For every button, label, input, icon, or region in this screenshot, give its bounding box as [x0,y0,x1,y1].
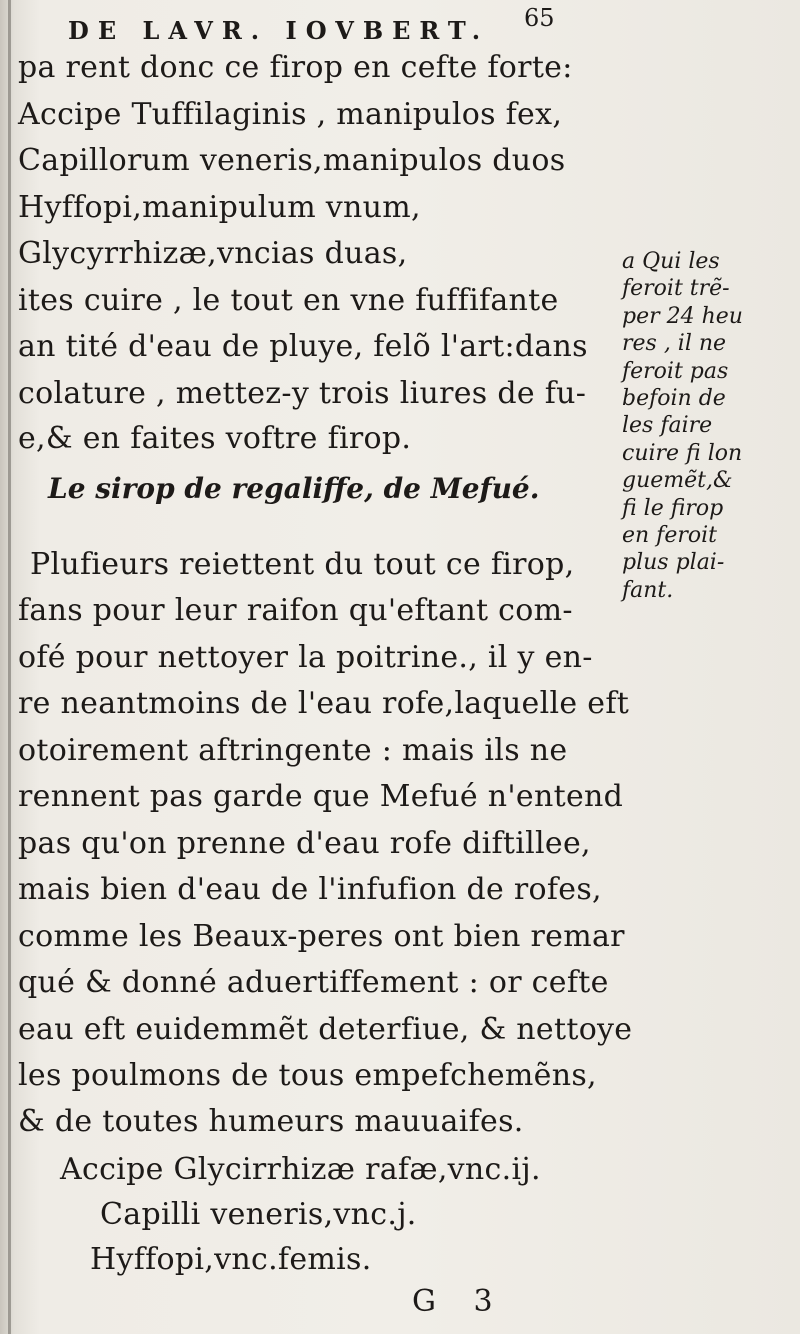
text-line: rennent pas garde que Mefué n'entend [18,779,624,814]
running-title: DE LAVR. IOVBERT. [68,16,490,45]
margin-note-line: feroit pas [622,358,729,384]
margin-note-line: fi le firop [622,495,724,521]
text-line: ofé pour nettoyer la poitrine., il y en- [18,640,593,675]
text-line: Glycyrrhizæ,vncias duas, [18,236,408,271]
margin-note [622,248,782,604]
text-line: ites cuire , le tout en vne fuffifante [18,283,559,318]
text-line: & de toutes humeurs mauuaifes. [18,1104,524,1139]
text-line: les poulmons de tous empefchemẽns, [18,1058,597,1093]
text-line: Hyffopi,manipulum vnum, [18,190,421,225]
recipe-line: Capilli veneris,vnc.j. [100,1197,417,1232]
margin-note-line: befoin de [622,386,726,412]
margin-note-line: a Qui les [622,249,720,274]
text-line: an tité d'eau de pluye, felõ l'art:dans [18,329,588,364]
margin-note-line: feroit trẽ- [622,276,730,302]
text-line: re neantmoins de l'eau rofe,laquelle eft [18,686,630,721]
text-line: mais bien d'eau de l'infufion de rofes, [18,872,602,907]
text-line: colature , mettez-y trois liures de fu- [18,376,587,411]
margin-note-line: res , il ne [622,331,727,357]
text-line: Plufieurs reiettent du tout ce firop, [30,547,575,582]
margin-note-line: plus plai- [622,550,725,576]
margin-note-line: cuire fi lon [622,440,743,466]
text-line: Accipe Tuffilaginis , manipulos fex, [18,97,563,132]
margin-note-line: per 24 heu [622,303,743,329]
text-line: fans pour leur raifon qu'eftant com- [18,593,573,628]
margin-note-line: en feroit [622,523,717,549]
section-heading: Le sirop de regaliffe, de Mefué. [48,472,540,505]
recipe-line: Accipe Glycirrhizæ rafæ,vnc.ij. [60,1152,541,1187]
text-line: otoirement aftringente : mais ils ne [18,733,568,768]
margin-note-line: guemẽt,& [622,468,733,494]
margin-note-line: les faire [622,413,713,439]
text-line: pa rent donc ce firop en cefte forte: [18,50,573,85]
text-line: qué & donné aduertiffement : or cefte [18,965,609,1000]
margin-note-line: fant. [622,577,674,603]
text-line: comme les Beaux-peres ont bien remar [18,919,625,954]
text-line: e,& en faites voftre firop. [18,421,412,456]
signature-mark: G 3 [412,1284,507,1319]
text-line: pas qu'on prenne d'eau rofe diftillee, [18,826,591,861]
page-number: 65 [524,4,555,32]
binding-gutter [8,0,11,1334]
recipe-line: Hyffopi,vnc.femis. [90,1242,372,1277]
text-line: Capillorum veneris,manipulos duos [18,143,566,178]
text-line: eau eft euidemmẽt deterfiue, & nettoye [18,1012,633,1047]
